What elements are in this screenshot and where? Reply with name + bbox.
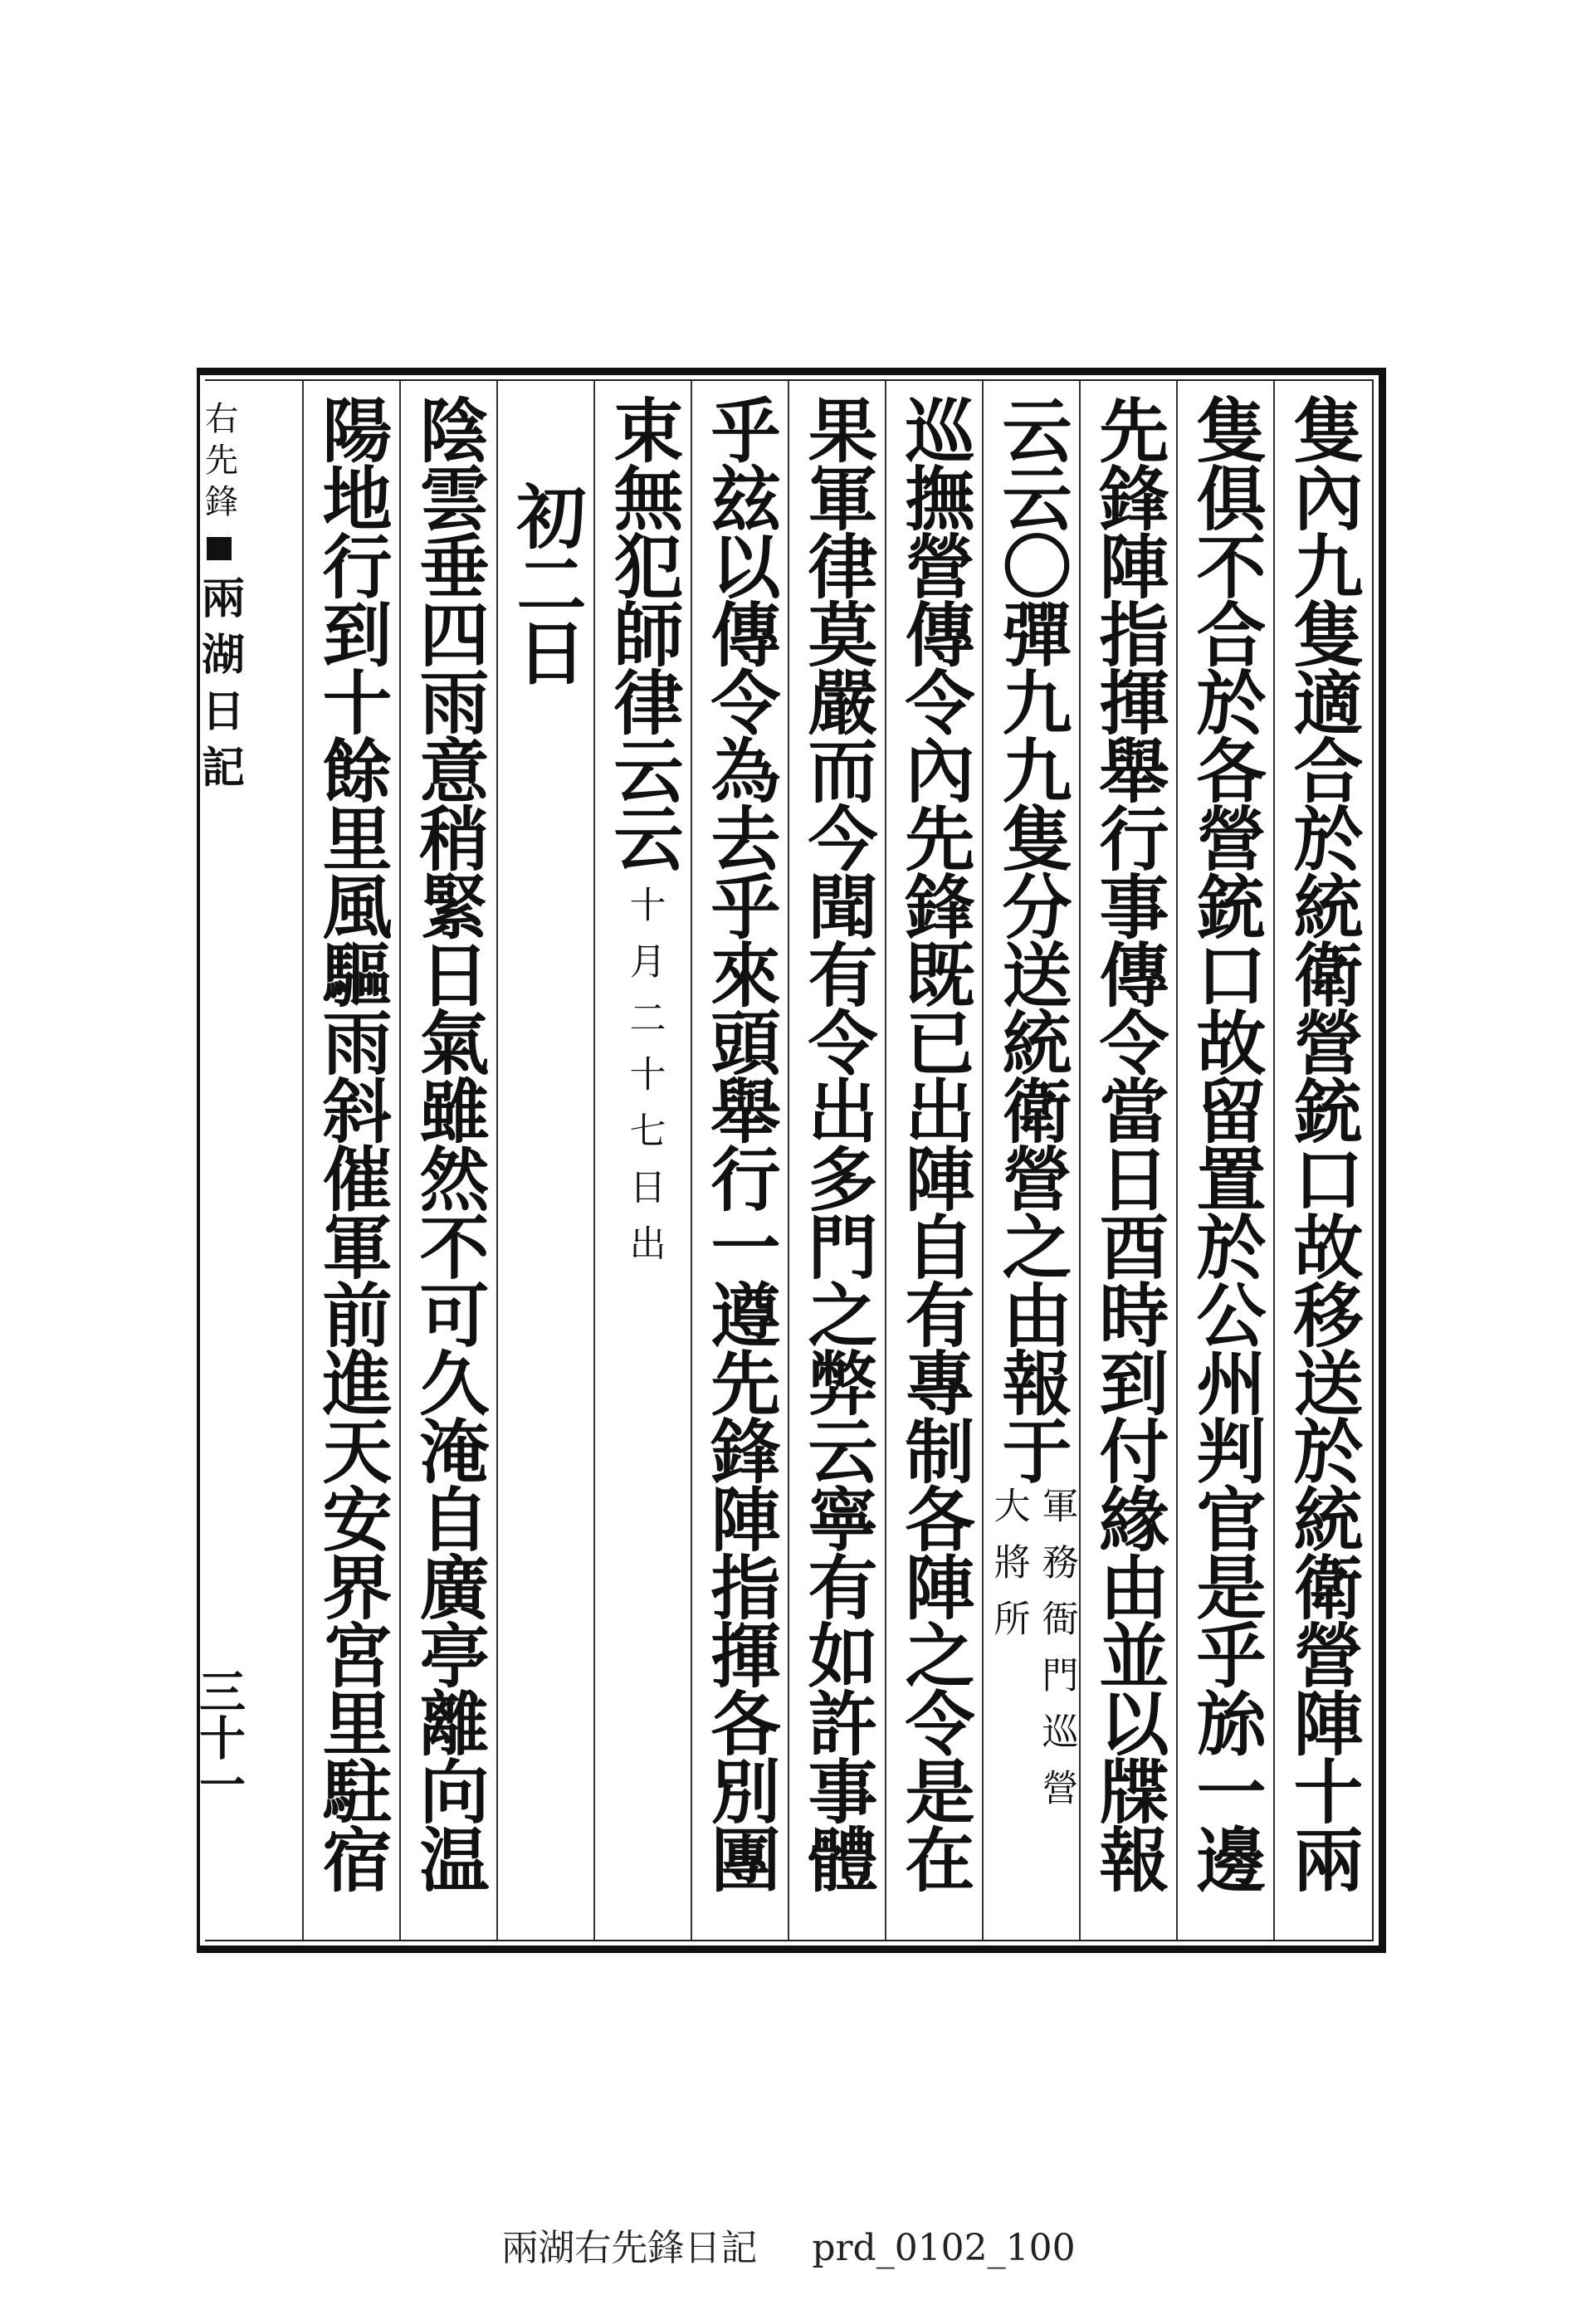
page-frame [192, 368, 1386, 1953]
text-column-6 [788, 381, 886, 1940]
text-column-7 [691, 381, 789, 1940]
folio-number: 三十一 [192, 1667, 247, 1807]
caption-code: prd_0102_100 [812, 2227, 1076, 2269]
column-text: 云云〇彈九九隻分送統衛營之由報于 [991, 394, 1073, 1483]
text-column-10 [399, 381, 498, 1940]
column-text: 陽地行到十餘里風驅雨斜催軍前進天安界宮里駐宿 [311, 394, 393, 1892]
column-text: 果軍律莫嚴而今聞有令出多門之弊云寧有如許事體 [797, 394, 879, 1892]
column-text: 隻俱不合於各營銃口故留置於公州判官是乎旀一邊 [1185, 394, 1267, 1892]
text-column-1 [1273, 381, 1372, 1940]
column-text: 束無犯師律云云 [603, 394, 685, 871]
text-column-11 [302, 381, 401, 1940]
column-text: 巡撫營傳令內先鋒既已出陣自有專制各陣之令是在 [894, 394, 976, 1892]
column-text: 陰雲垂四雨意稍緊日氣雖然不可久淹自廣亭離向温 [408, 394, 491, 1892]
column-text: 隻內九隻適合於統衛營銃口故移送於統衛營陣十兩 [1282, 394, 1365, 1892]
text-column-9 [496, 381, 595, 1940]
margin-title: 右先鋒 [199, 401, 238, 525]
text-column-3 [1079, 381, 1178, 1940]
note-line-b: 大將所 [987, 1487, 1030, 1656]
interlinear-note [986, 1487, 1079, 1825]
note-line-a: 軍務衙門巡營 [1035, 1487, 1078, 1825]
text-column-8 [593, 381, 692, 1940]
text-column-2 [1176, 381, 1275, 1940]
fishtail-mark [207, 537, 232, 560]
caption-title: 兩湖右先鋒日記 [501, 2227, 758, 2269]
column-text: 先鋒陣指揮舉行事傳令當日酉時到付緣由並以牒報 [1088, 394, 1170, 1892]
text-column-4 [982, 381, 1081, 1940]
page-caption [0, 2218, 1577, 2271]
text-column-5 [885, 381, 984, 1940]
date-heading: 初二日 [505, 481, 588, 685]
column-text: 乎玆以傳令為去乎來頭舉行一遵先鋒陣指揮各別團 [700, 394, 782, 1892]
margin-column [192, 381, 247, 1940]
frame-inner [192, 379, 1374, 1941]
date-note: 十月二十七日出 [622, 886, 666, 1281]
margin-title-2: 兩湖日記 [193, 575, 245, 801]
